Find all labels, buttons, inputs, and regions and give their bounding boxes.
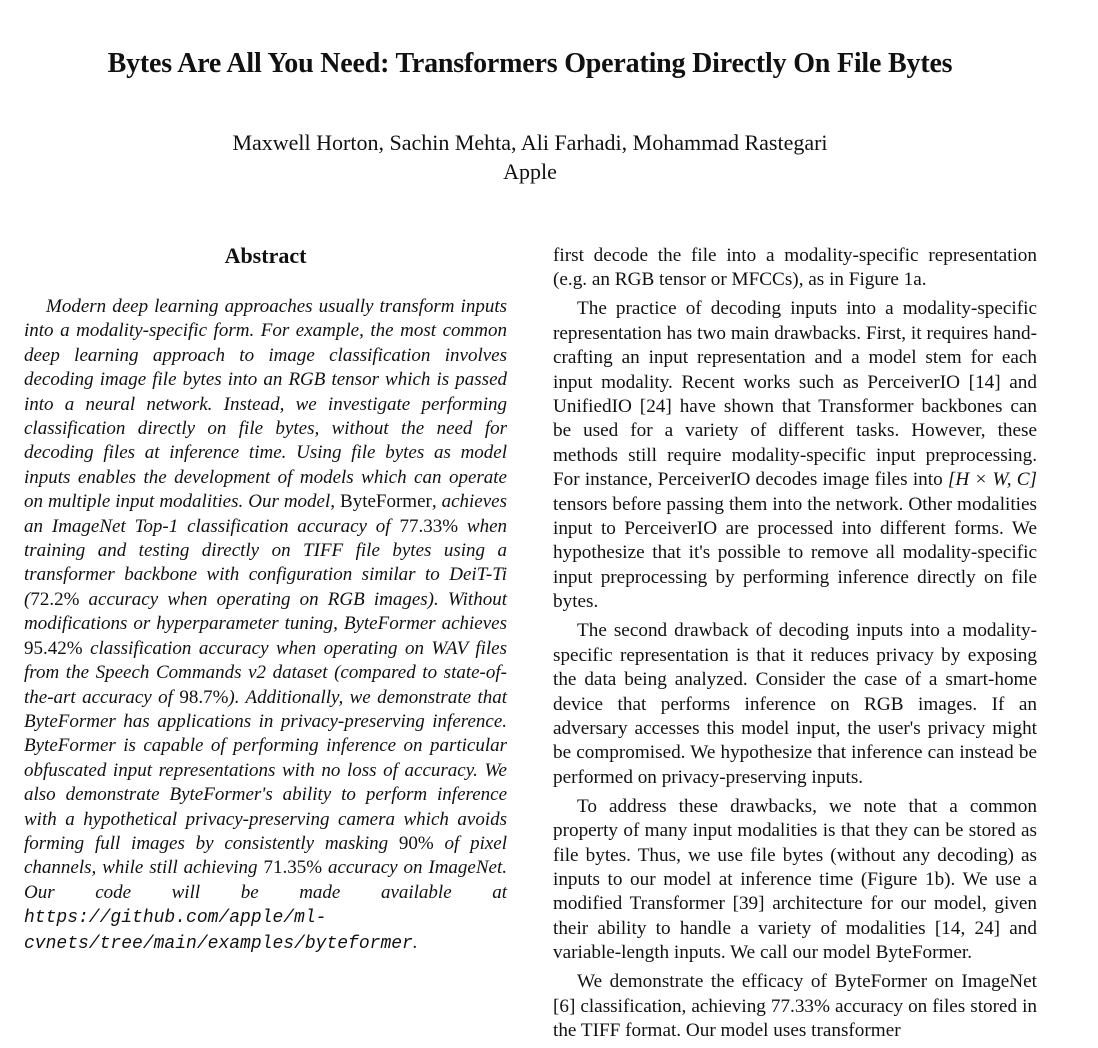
body-paragraph (553, 297, 1037, 614)
abstract-text (24, 295, 507, 956)
model-name: ByteFormer (340, 491, 432, 513)
abstract-segment: ). Additionally, we demonstrate that ByteFormer has applications in privacy-preserving inference. ByteFormer is capable of performing inference on particular obfuscated input representations with no loss of accuracy. We also demonstrate ByteFormer's ability to perform inference with a hypothetical privacy-preserving camera which avoids forming full images by consistently masking (24, 686, 508, 854)
affiliation: Apple (503, 159, 557, 184)
code-url-link[interactable]: https://github.com/apple/ml-cvnets/tree/main/examples/byteformer (24, 908, 413, 954)
abstract-segment: when training and testing directly on TIFF file bytes using a transformer backbone with configuration similar to DeiT-Ti ( (24, 515, 508, 610)
abstract-segment: , achieves an ImageNet Top-1 classification accuracy of (24, 491, 507, 537)
accuracy-value: 98.7% (179, 686, 229, 708)
abstract-segment: Modern deep learning approaches usually transform inputs into a modality-specific form. For example, the most common deep learning approach to image classification involves decoding image file bytes into an RGB tensor which is passed into a neural network. Instead, we investigate performing classification directly on file bytes, without the need for decoding files at inference time. Using file bytes as model inputs enables the development of models which can operate on multiple input modalities. Our model, (24, 296, 507, 513)
accuracy-value: 72.2% (30, 588, 80, 610)
body-paragraph: To address these drawbacks, we note that a common property of many input modalities is that they can be stored as file bytes. Thus, we use file bytes (without any decoding) as inputs to our model at inference time (Figure 1b). We use a modified Transformer [39] architecture for our model, given their ability to handle a variety of modalities [14, 24] and variable-length inputs. We call our model ByteFormer. (553, 795, 1037, 964)
author-block (0, 128, 1060, 186)
abstract-heading: Abstract (224, 243, 307, 268)
body-column (553, 244, 1037, 1048)
accuracy-value: 95.42% (24, 637, 83, 659)
tensor-shape-math: [H × W, C] (947, 469, 1037, 491)
abstract-segment: classification accuracy when operating on WAV files from the Speech Commands v2 dataset (compared to state-of-the-art accuracy of (24, 637, 507, 708)
body-segment: The practice of decoding inputs into a modality-specific representation has two main drawbacks. First, it requires hand-crafting an input representation and a model stem for each input modality. Recent works such as PerceiverIO [14] and UnifiedIO [24] have shown that Transformer backbones can be used for a variety of different tasks. However, these methods still require modality-specific input preprocessing. For instance, PerceiverIO decodes image files into (553, 298, 1037, 491)
accuracy-value: 77.33% (399, 515, 459, 537)
body-paragraph: first decode the file into a modality-specific representation (e.g. an RGB tensor or MFCCs), as in Figure 1a. (553, 245, 1037, 291)
body-paragraph: We demonstrate the efficacy of ByteFormer on ImageNet [6] classification, achieving 77.33% accuracy on files stored in the TIFF format. Our model uses transformer (553, 971, 1037, 1041)
abstract-segment: accuracy on ImageNet. Our code will be made available at (24, 857, 507, 903)
abstract-segment: . (412, 931, 418, 953)
author-list: Maxwell Horton, Sachin Mehta, Ali Farhadi, Mohammad Rastegari (232, 130, 828, 155)
accuracy-value: 71.35% (263, 857, 323, 879)
abstract-segment: accuracy when operating on RGB images). Without modifications or hyperparameter tuning, ByteFormer achieves (24, 588, 507, 635)
body-segment: tensors before passing them into the network. Other modalities input to PerceiverIO are processed into different forms. We hypothesize that it's possible to remove all modality-specific input preprocessing by performing inference directly on file bytes. (553, 493, 1037, 613)
paper-title: Bytes Are All You Need: Transformers Operating Directly On File Bytes (107, 48, 953, 79)
accuracy-value: 90% (398, 832, 434, 854)
abstract-segment: of pixel channels, while still achieving (24, 832, 507, 879)
body-paragraph: The second drawback of decoding inputs into a modality-specific representation is that it reduces privacy by exposing the data being analyzed. Consider the case of a smart-home device that performs inference on RGB images. If an adversary accesses this model input, the user's privacy might be compromised. We hypothesize that inference can instead be performed on privacy-preserving inputs. (553, 620, 1037, 788)
